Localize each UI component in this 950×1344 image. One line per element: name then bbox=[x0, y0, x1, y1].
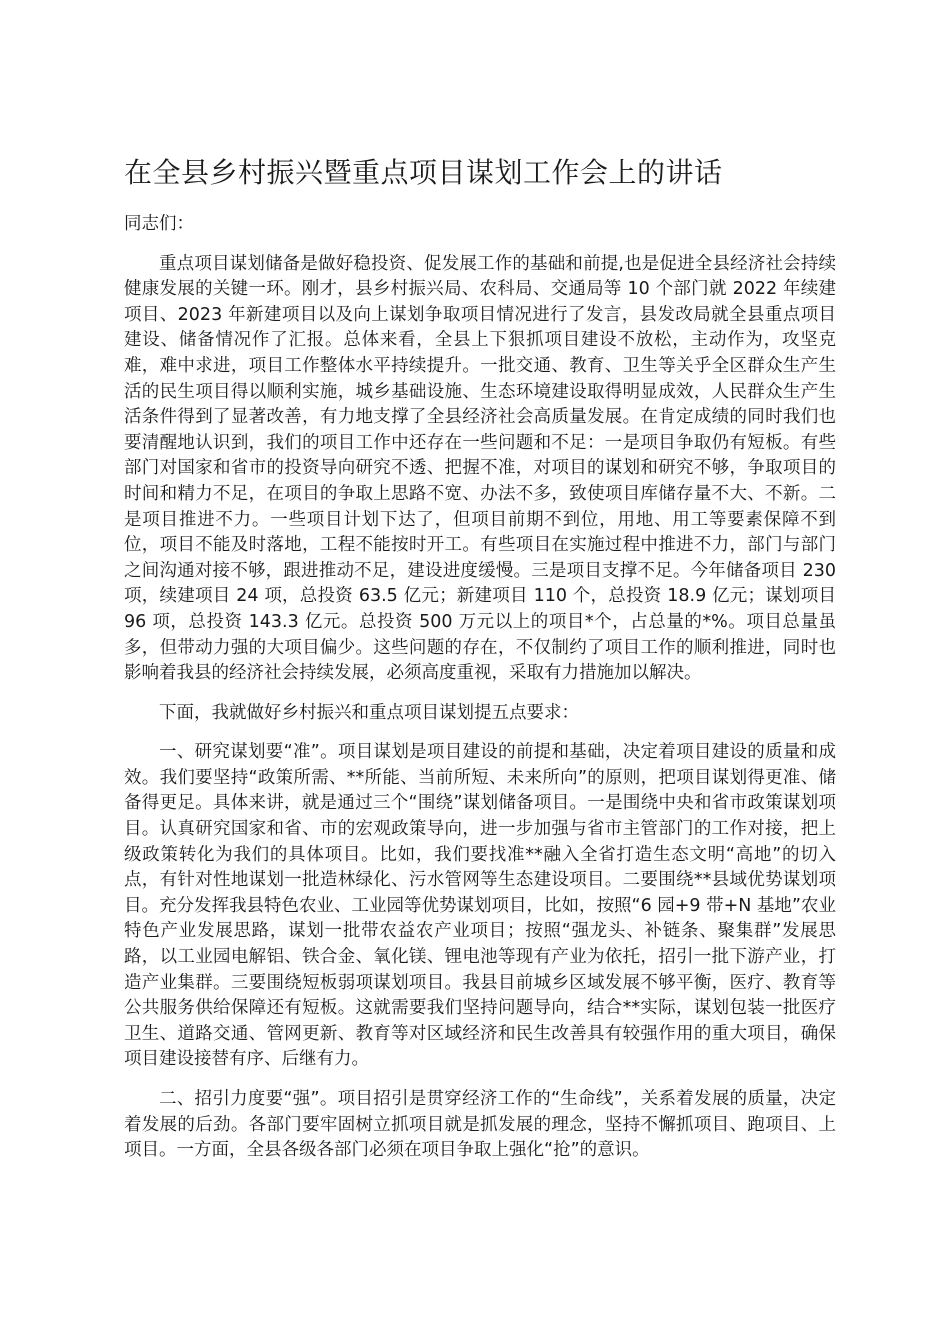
section-heading: 二、招引力度要“强”。 bbox=[159, 1089, 338, 1109]
section-heading: 一、研究谋划要“准”。 bbox=[159, 742, 338, 763]
paragraph-intro bbox=[124, 252, 836, 687]
paragraph-body: 项目谋划是项目建设的前提和基础，决定着项目建设的质量和成效。我们要坚持“政策所需、**所能、当前所短、未来所向”的原则，把项目谋划得更准、储备得更足。具体来讲，就是通过三个“围绕”谋划储备项目。一是围绕中央和省市政策谋划项目。认真研究国家和省、市的宏观政策导向，进一步加强与省市主管部门的工作对接，把上级政策转化为我们的具体项目。比如，我们要找准**融入全省打造生态文明“高地”的切入点，有针对性地谋划一批造林绿化、污水管网等生态建设项目。二要围绕**县域优势谋划项目。充分发挥我县特色农业、工业园等优势谋划项目，比如，按照“6 园+9 带+N 基地”农业特色产业发展思路，谋划一批带农益农产业项目；按照“强龙头、补链条、聚集群”发展思路，以工业园电解铝、铁合金、氧化镁、锂电池等现有产业为依托，招引一批下游产业，打造产业集群。三要围绕短板弱项谋划项目。我县目前城乡区域发展不够平衡，医疗、教育等公共服务供给保障还有短板。这就需要我们坚持问题导向，结合**实际，谋划包装一批医疗卫生、道路交通、管网更新、教育等对区域经济和民生改善具有较强作用的重大项目，确保项目建设接替有序、后继有力。 bbox=[124, 742, 837, 1070]
paragraph-point-two bbox=[124, 1087, 836, 1164]
paragraph-body: 重点项目谋划储备是做好稳投资、促发展工作的基础和前提,也是促进全县经济社会持续健康发展的关键一环。刚才，县乡村振兴局、农科局、交通局等 10 个部门就 2022 年续建项目、2023 年新建项目以及向上谋划争取项目情况进行了发言，县发改局就全县重点项目建设、储备情况作了汇报。总体来看，全县上下狠抓项目建设不放松，主动作为，攻坚克难，难中求进，项目工作整体水平持续提升。一批交通、教育、卫生等关乎全区群众生产生活的民生项目得以顺利实施，城乡基础设施、生态环境建设取得明显成效，人民群众生产生活条件得到了显著改善，有力地支撑了全县经济社会高质量发展。在肯定成绩的同时我们也要清醒地认识到，我们的项目工作中还存在一些问题和不足：一是项目争取仍有短板。有些部门对国家和省市的投资导向研究不透、把握不准，对项目的谋划和研究不够，争取项目的时间和精力不足，在项目的争取上思路不宽、办法不多，致使项目库储存量不大、不新。二是项目推进不力。一些项目计划下达了，但项目前期不到位，用地、用工等要素保障不到位，项目不能及时落地，工程不能按时开工。有些项目在实施过程中推进不力，部门与部门之间沟通对接不够，跟进推动不足，建设进度缓慢。三是项目支撑不足。今年储备项目 230 项，续建项目 24 项，总投资 63.5 亿元；新建项目 110 个，总投资 18.9 亿元；谋划项目 96 项，总投资 143.3 亿元。总投资 500 万元以上的项目*个，占总量的*%。项目总量虽多，但带动力强的大项目偏少。这些问题的存在，不仅制约了项目工作的顺利推进，同时也影响着我县的经济社会持续发展，必须高度重视，采取有力措施加以解决。 bbox=[124, 253, 836, 684]
paragraph-body: 下面，我就做好乡村振兴和重点项目谋划提五点要求： bbox=[159, 702, 579, 723]
salutation: 同志们： bbox=[124, 214, 194, 234]
document-page bbox=[124, 150, 836, 1178]
paragraph-transition bbox=[124, 701, 836, 727]
document-title: 在全县乡村振兴暨重点项目谋划工作会上的讲话 bbox=[124, 156, 723, 189]
paragraph-point-one bbox=[124, 740, 836, 1073]
paragraph-body: 项目招引是贯穿经济工作的“生命线”，关系着发展的质量，决定着发展的后劲。各部门要牢固树立抓项目就是抓发展的理念，坚持不懈抓项目、跑项目、上项目。一方面，全县各级各部门必须在项目争取上强化“抢”的意识。 bbox=[124, 1089, 836, 1161]
